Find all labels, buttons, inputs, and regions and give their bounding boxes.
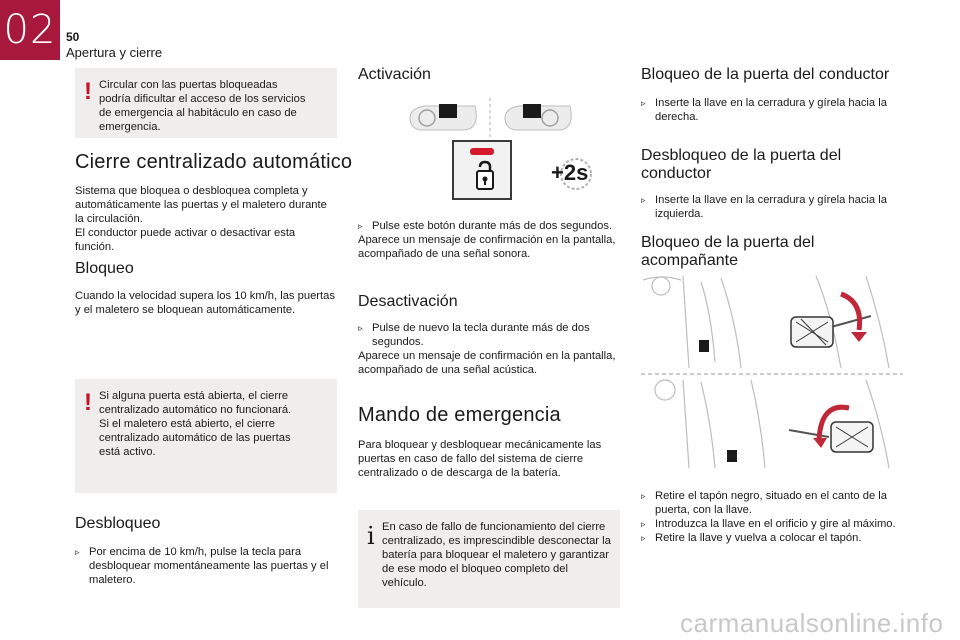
intro-text-driver: El conductor puede activar o desactivar esta función.	[75, 227, 296, 253]
acompanante-bullet-3	[641, 531, 903, 545]
bullet-text: Inserte la llave en la cerradura y gírela hacia la izquierda.	[655, 194, 887, 220]
bullet-text: Retire la llave y vuelva a colocar el tapón.	[655, 532, 862, 544]
lock-button-icon	[452, 140, 512, 200]
duration-badge: +2s	[551, 160, 589, 185]
activacion-text: Aparece un mensaje de confirmación en la pantalla, acompañado de una señal sonora.	[358, 234, 616, 260]
page-number: 50	[66, 30, 80, 44]
desactivacion-text: Aparece un mensaje de confirmación en la pantalla, acompañado de una señal acústica.	[358, 350, 616, 376]
emergencia-text: Para bloquear y desbloquear mecánicamente las puertas en caso de fallo del sistema de cierre centralizado o de descarga de la batería.	[358, 439, 602, 479]
bullet-text: Inserte la llave en la cerradura y gírela hacia la derecha.	[655, 97, 887, 123]
bullet-text: Pulse este botón durante más de dos segundos.	[372, 220, 613, 232]
desactivacion-bullet	[358, 321, 620, 349]
warning-icon: !	[84, 78, 92, 105]
warning-text: Circular con las puertas bloqueadas podría dificultar el acceso de los servicios de emergencia al habitáculo en caso de emergencia.	[99, 79, 306, 133]
info-box-battery	[358, 510, 620, 608]
heading-bloqueo-acompanante: Bloqueo de la puerta del acompañante	[641, 234, 815, 269]
watermark: carmanualsonline.info	[680, 608, 944, 638]
heading-desbloqueo: Desbloqueo	[75, 515, 161, 532]
bullet-text: Retire el tapón negro, situado en el canto de la puerta, con la llave.	[655, 490, 887, 516]
bullet-icon: ▹	[641, 491, 646, 501]
section-title: Apertura y cierre	[66, 45, 163, 60]
desbloqueo-conductor-bullet	[641, 193, 903, 221]
bullet-text: Pulse de nuevo la tecla durante más de dos segundos.	[372, 322, 590, 348]
bullet-text: Introduzca la llave en el orificio y gire al máximo.	[655, 518, 896, 530]
heading-desbloqueo-conductor: Desbloqueo de la puerta del conductor	[641, 147, 842, 182]
dashboard-illustration	[405, 98, 595, 140]
bullet-icon: ▹	[641, 98, 646, 108]
heading-bloqueo: Bloqueo	[75, 260, 134, 277]
bullet-text: Por encima de 10 km/h, pulse la tecla para desbloquear momentáneamente las puertas y el maletero.	[89, 546, 329, 586]
warning-box-traffic	[75, 68, 337, 138]
heading-desactivacion: Desactivación	[358, 293, 458, 310]
chapter-number: 02	[0, 0, 60, 60]
info-icon: i	[367, 522, 375, 550]
warning-text: Si alguna puerta está abierta, el cierre centralizado automático no funcionará. Si el maletero está abierto, el cierre centralizado automático de las puertas está activo.	[99, 390, 292, 458]
heading-cierre-automatico: Cierre centralizado automático	[75, 151, 353, 173]
bullet-icon: ▹	[641, 533, 646, 543]
bullet-icon: ▹	[358, 221, 363, 231]
activacion-bullet	[358, 219, 620, 233]
intro-text: Sistema que bloquea o desbloquea completa y automáticamente las puertas y el maletero durante la circulación.	[75, 185, 327, 225]
passenger-door-lock-illustration	[641, 272, 903, 472]
heading-bloqueo-conductor: Bloqueo de la puerta del conductor	[641, 66, 890, 83]
heading-activacion: Activación	[358, 66, 431, 83]
bloqueo-text: Cuando la velocidad supera los 10 km/h, las puertas y el maletero se bloquean automáticamente.	[75, 290, 335, 316]
warning-box-open-door	[75, 379, 337, 493]
bullet-icon: ▹	[641, 519, 646, 529]
heading-mando-emergencia: Mando de emergencia	[358, 404, 561, 426]
bullet-icon: ▹	[358, 323, 363, 333]
bloqueo-conductor-bullet	[641, 96, 903, 124]
info-text: En caso de fallo de funcionamiento del cierre centralizado, es imprescindible desconectar la batería para bloquear el maletero y garantizar de ese modo el bloqueo completo del vehículo.	[382, 521, 611, 589]
desbloqueo-bullet	[75, 545, 337, 587]
warning-icon: !	[84, 389, 92, 416]
bullet-icon: ▹	[75, 547, 80, 557]
acompanante-bullet-2	[641, 517, 903, 531]
bullet-icon: ▹	[641, 195, 646, 205]
acompanante-bullet-1	[641, 489, 903, 517]
